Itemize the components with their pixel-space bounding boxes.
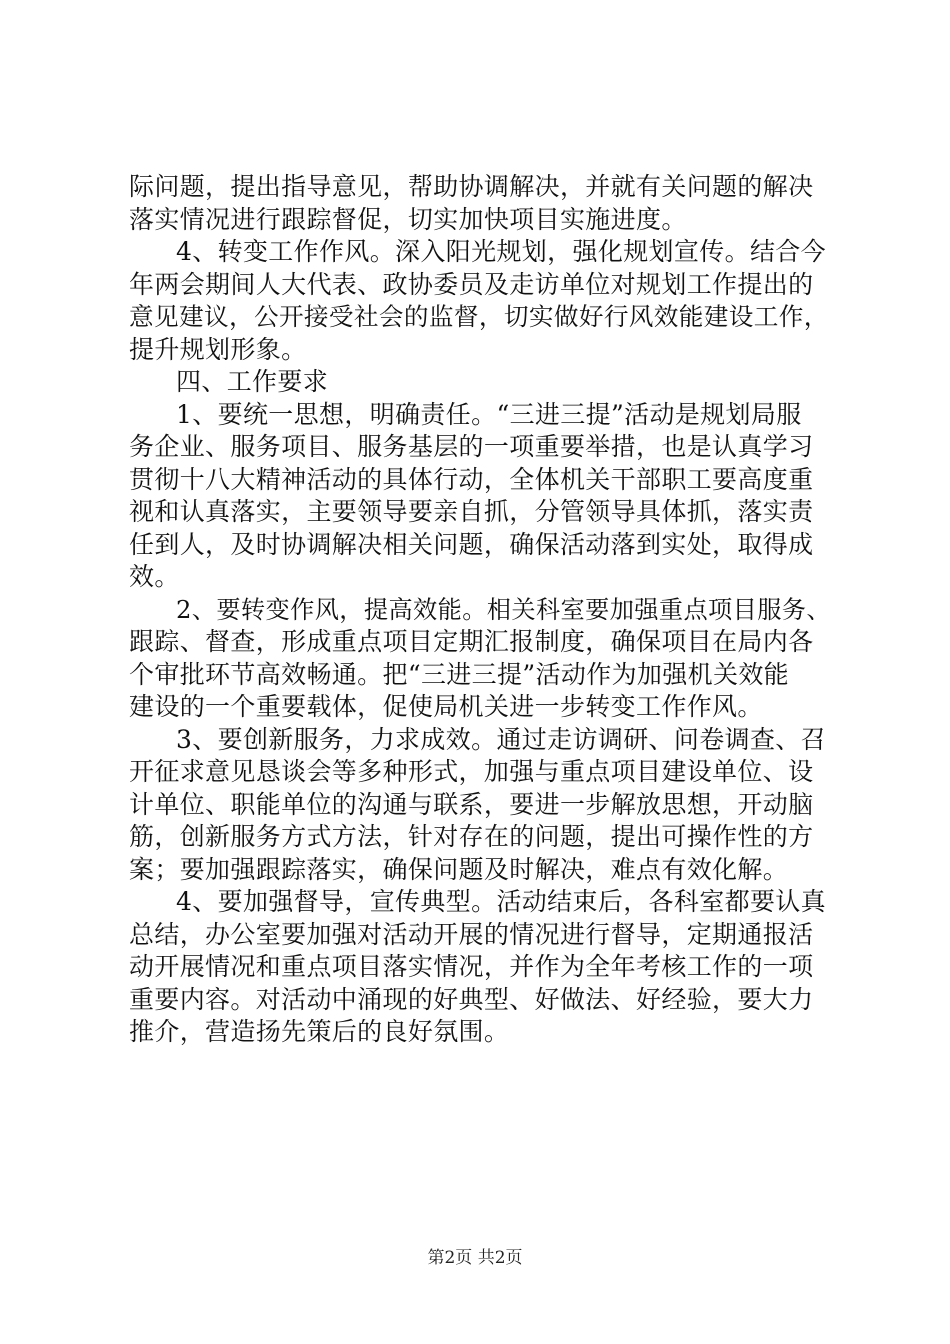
text-line: 动开展情况和重点项目落实情况，并作为全年考核工作的一项 bbox=[129, 952, 814, 981]
text-line: 视和认真落实，主要领导要亲自抓，分管领导具体抓，落实责 bbox=[129, 497, 814, 526]
text-line: 2、要转变作风，提高效能。相关科室要加强重点项目服务、 bbox=[176, 594, 831, 624]
text-line: 个审批环节高效畅通。把“三进三提”活动作为加强机关效能 bbox=[129, 659, 790, 689]
text-line: 1、要统一思想，明确责任。“三进三提”活动是规划局服 bbox=[176, 399, 802, 429]
document-body bbox=[129, 171, 829, 1049]
text-line: 提升规划形象。 bbox=[129, 334, 307, 364]
text-line: 年两会期间人大代表、政协委员及走访单位对规划工作提出的 bbox=[129, 269, 814, 299]
page-number-footer: 第2页 共2页 bbox=[427, 1248, 523, 1268]
text-line: 总结，办公室要加强对活动开展的情况进行督导，定期通报活 bbox=[129, 919, 814, 949]
text-line: 建设的一个重要载体，促使局机关进一步转变工作作风。 bbox=[129, 692, 763, 721]
text-line: 贯彻十八大精神活动的具体行动，全体机关干部职工要高度重 bbox=[129, 464, 814, 494]
section-heading: 四、工作要求 bbox=[176, 367, 329, 396]
text-line: 意见建议，公开接受社会的监督，切实做好行风效能建设工作， bbox=[129, 302, 829, 331]
text-line: 筋，创新服务方式方法，针对存在的问题，提出可操作性的方 bbox=[129, 822, 814, 851]
text-line: 效。 bbox=[129, 562, 180, 591]
text-line: 4、要加强督导，宣传典型。活动结束后，各科室都要认真 bbox=[176, 887, 827, 916]
text-line: 跟踪、督查，形成重点项目定期汇报制度，确保项目在局内各 bbox=[129, 627, 814, 656]
text-line: 际问题，提出指导意见，帮助协调解决，并就有关问题的解决 bbox=[129, 172, 814, 201]
text-line: 任到人，及时协调解决相关问题，确保活动落到实处，取得成 bbox=[129, 529, 814, 559]
text-line: 计单位、职能单位的沟通与联系，要进一步解放思想，开动脑 bbox=[129, 789, 814, 819]
text-line: 务企业、服务项目、服务基层的一项重要举措，也是认真学习 bbox=[129, 432, 814, 461]
text-line: 开征求意见恳谈会等多种形式，加强与重点项目建设单位、设 bbox=[129, 757, 814, 786]
text-line: 3、要创新服务，力求成效。通过走访调研、问卷调查、召 bbox=[176, 724, 827, 754]
text-line: 重要内容。对活动中涌现的好典型、好做法、好经验，要大力 bbox=[129, 984, 814, 1014]
text-line: 推介，营造扬先策后的良好氛围。 bbox=[129, 1017, 510, 1046]
text-line: 案；要加强跟踪落实，确保问题及时解决，难点有效化解。 bbox=[129, 854, 789, 884]
text-line: 4、转变工作作风。深入阳光规划，强化规划宣传。结合今 bbox=[176, 237, 827, 266]
text-line: 落实情况进行跟踪督促，切实加快项目实施进度。 bbox=[129, 204, 687, 234]
